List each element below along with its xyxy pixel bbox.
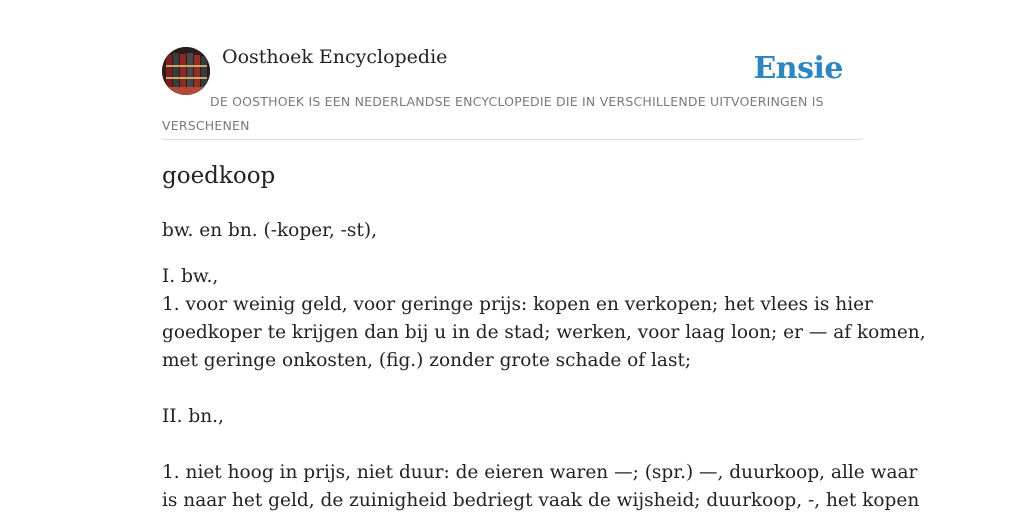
entry-body	[162, 263, 926, 512]
tagline-text-end: VERSCHENEN	[162, 118, 250, 133]
entry-spacer	[162, 375, 862, 403]
brand-logo[interactable]: Ensie	[753, 51, 843, 86]
books-icon[interactable]	[162, 47, 210, 95]
site-title[interactable]: Oosthoek Encyclopedie	[222, 46, 448, 68]
header	[162, 0, 862, 140]
page-title: goedkoop	[162, 163, 276, 189]
entry-line: I. bw.,	[162, 266, 219, 287]
entry-line: goedkoper te krijgen dan bij u in de stad; werken, voor laag loon; er — af komen,	[162, 322, 926, 343]
site-tagline	[162, 90, 862, 138]
entry-spacer	[162, 431, 862, 459]
entry-line: met geringe onkosten, (fig.) zonder grote schade of last;	[162, 350, 692, 371]
entry-line: 1. niet hoog in prijs, niet duur: de eieren waren —; (spr.) —, duurkoop, alle waar	[162, 462, 918, 483]
grammar-info: bw. en bn. (-koper, -st),	[162, 220, 377, 241]
tagline-text: DE OOSTHOEK IS EEN NEDERLANDSE ENCYCLOPEDIE DIE IN VERSCHILLENDE UITVOERINGEN IS	[210, 94, 824, 109]
page-container	[162, 0, 926, 511]
entry-line: II. bn.,	[162, 406, 224, 427]
entry-line: 1. voor weinig geld, voor geringe prijs: kopen en verkopen; het vlees is hier	[162, 294, 873, 315]
entry-line: is naar het geld, de zuinigheid bedriegt vaak de wijsheid; duurkoop, -, het kopen	[162, 490, 920, 511]
